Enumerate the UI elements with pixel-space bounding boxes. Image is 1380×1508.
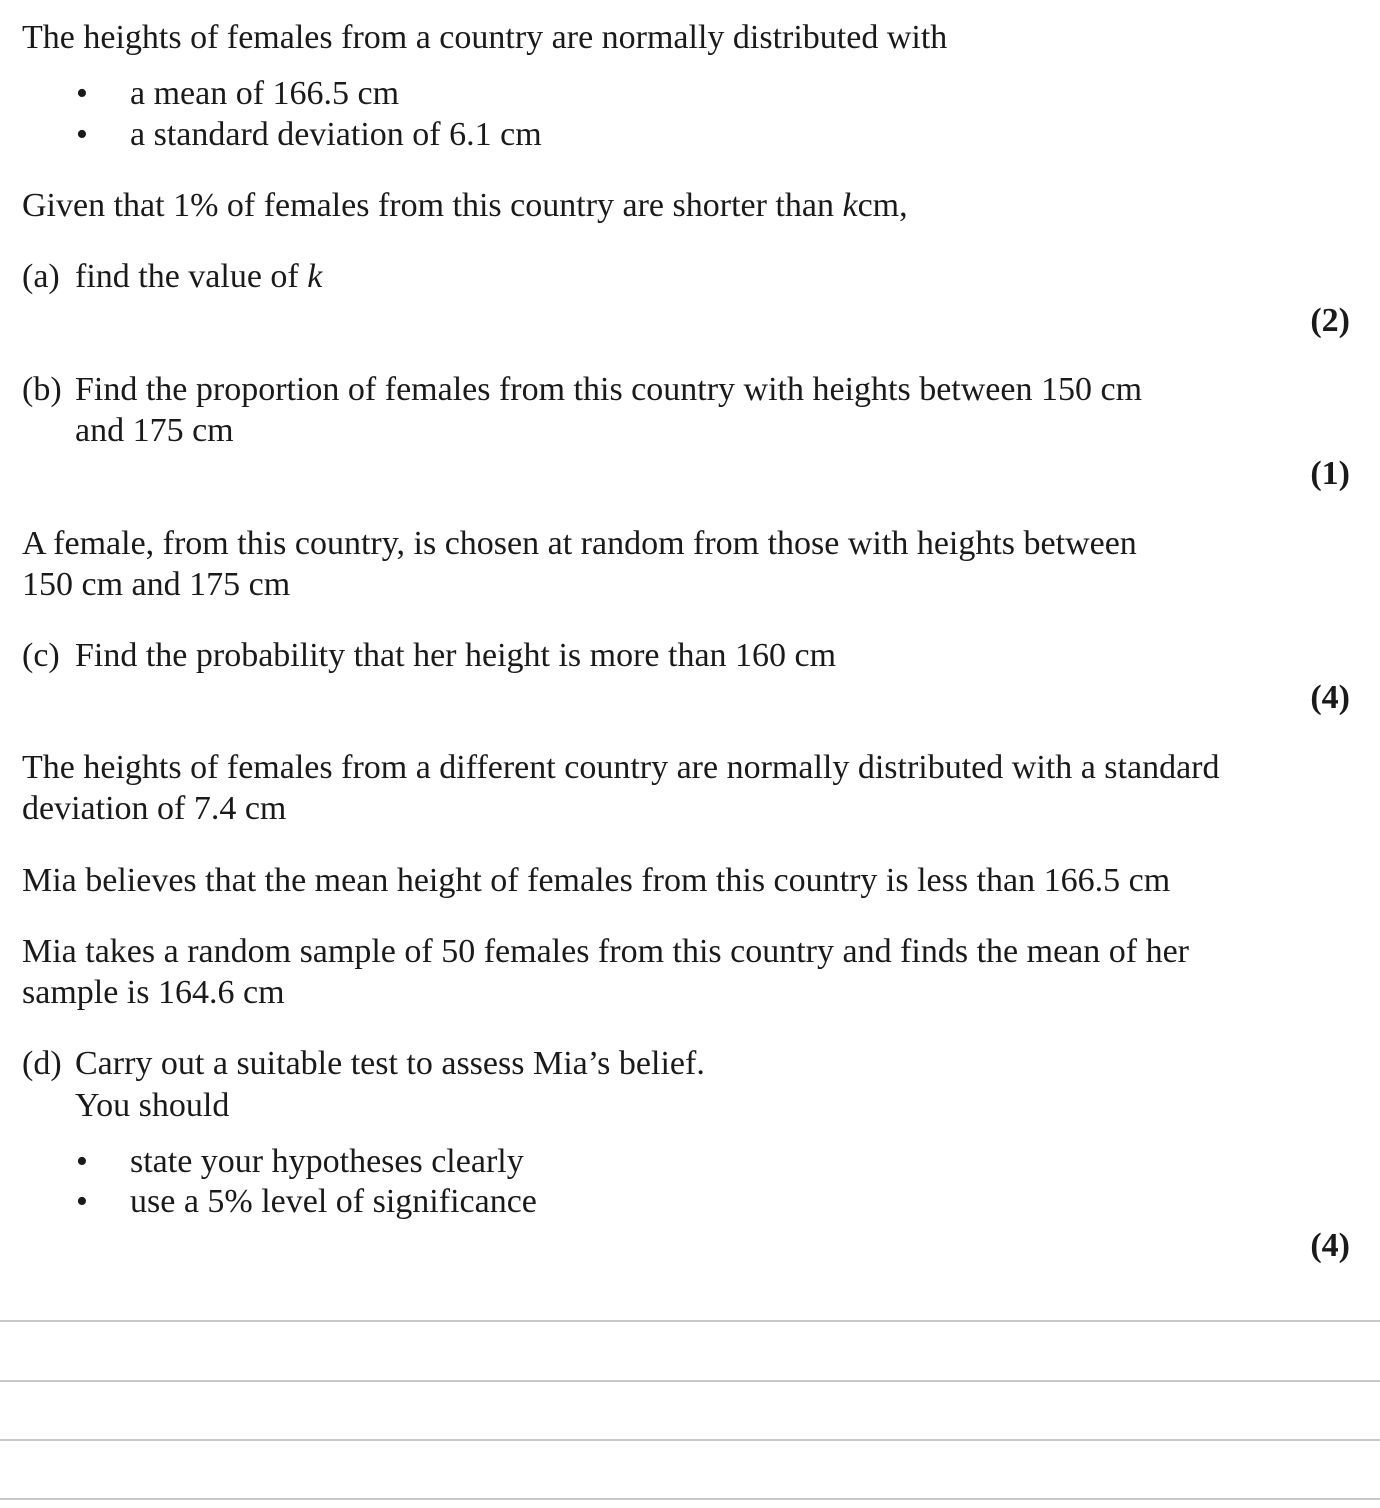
part-d-line2: You should [75, 1087, 230, 1124]
given-before: Given that 1% of females from this country are shorter than [22, 187, 843, 224]
context-c-line1: A female, from this country, is chosen at random from those with heights between [22, 525, 1137, 562]
part-a-marks: (2) [1310, 302, 1350, 339]
given-after: cm, [857, 187, 908, 224]
answer-line[interactable] [0, 1320, 1380, 1322]
part-c-marks: (4) [1310, 679, 1350, 716]
context-d-p3-line1: Mia takes a random sample of 50 females from this country and finds the mean of her [22, 933, 1189, 970]
given-line [22, 185, 908, 226]
part-b-marks: (1) [1310, 455, 1350, 492]
context-d-p2: Mia believes that the mean height of females from this country is less than 166.5 cm [22, 862, 1171, 899]
part-b-text: Find the proportion of females from this country with heights between 150 cm [75, 371, 1143, 408]
bullet-text: a standard deviation of 6.1 cm [130, 116, 542, 153]
bullet-icon: • [76, 1143, 88, 1180]
intro-line: The heights of females from a country are normally distributed with [22, 19, 948, 56]
part-d-text: Carry out a suitable test to assess Mia’s belief. [75, 1045, 705, 1082]
part-a-var-k: k [307, 258, 323, 295]
given-var-k: k [842, 187, 858, 224]
answer-line[interactable] [0, 1439, 1380, 1441]
part-b-line1 [22, 369, 1142, 410]
part-a [22, 256, 322, 297]
bullet-icon: • [76, 1183, 88, 1220]
part-c-label: (c) [22, 637, 60, 674]
part-b-line2: and 175 cm [75, 412, 234, 449]
bullet-text: a mean of 166.5 cm [130, 75, 400, 112]
context-d-p1-line2: deviation of 7.4 cm [22, 790, 287, 827]
part-d-label: (d) [22, 1045, 62, 1082]
part-a-label: (a) [22, 258, 60, 295]
bullet-text: state your hypotheses clearly [130, 1143, 524, 1180]
answer-line[interactable] [0, 1380, 1380, 1382]
part-c-text: Find the probability that her height is more than 160 cm [75, 637, 837, 674]
part-d-marks: (4) [1310, 1227, 1350, 1264]
context-d-p1-line1: The heights of females from a different country are normally distributed with a standard [22, 749, 1220, 786]
answer-line[interactable] [0, 1498, 1380, 1500]
context-d-p3-line2: sample is 164.6 cm [22, 974, 285, 1011]
bullet-icon: • [76, 116, 88, 153]
context-c-line2: 150 cm and 175 cm [22, 566, 291, 603]
part-d-line1 [22, 1043, 705, 1084]
part-c [22, 635, 836, 676]
bullet-text: use a 5% level of significance [130, 1183, 537, 1220]
bullet-icon: • [76, 75, 88, 112]
part-a-text: find the value of [75, 258, 308, 295]
part-b-label: (b) [22, 371, 62, 408]
